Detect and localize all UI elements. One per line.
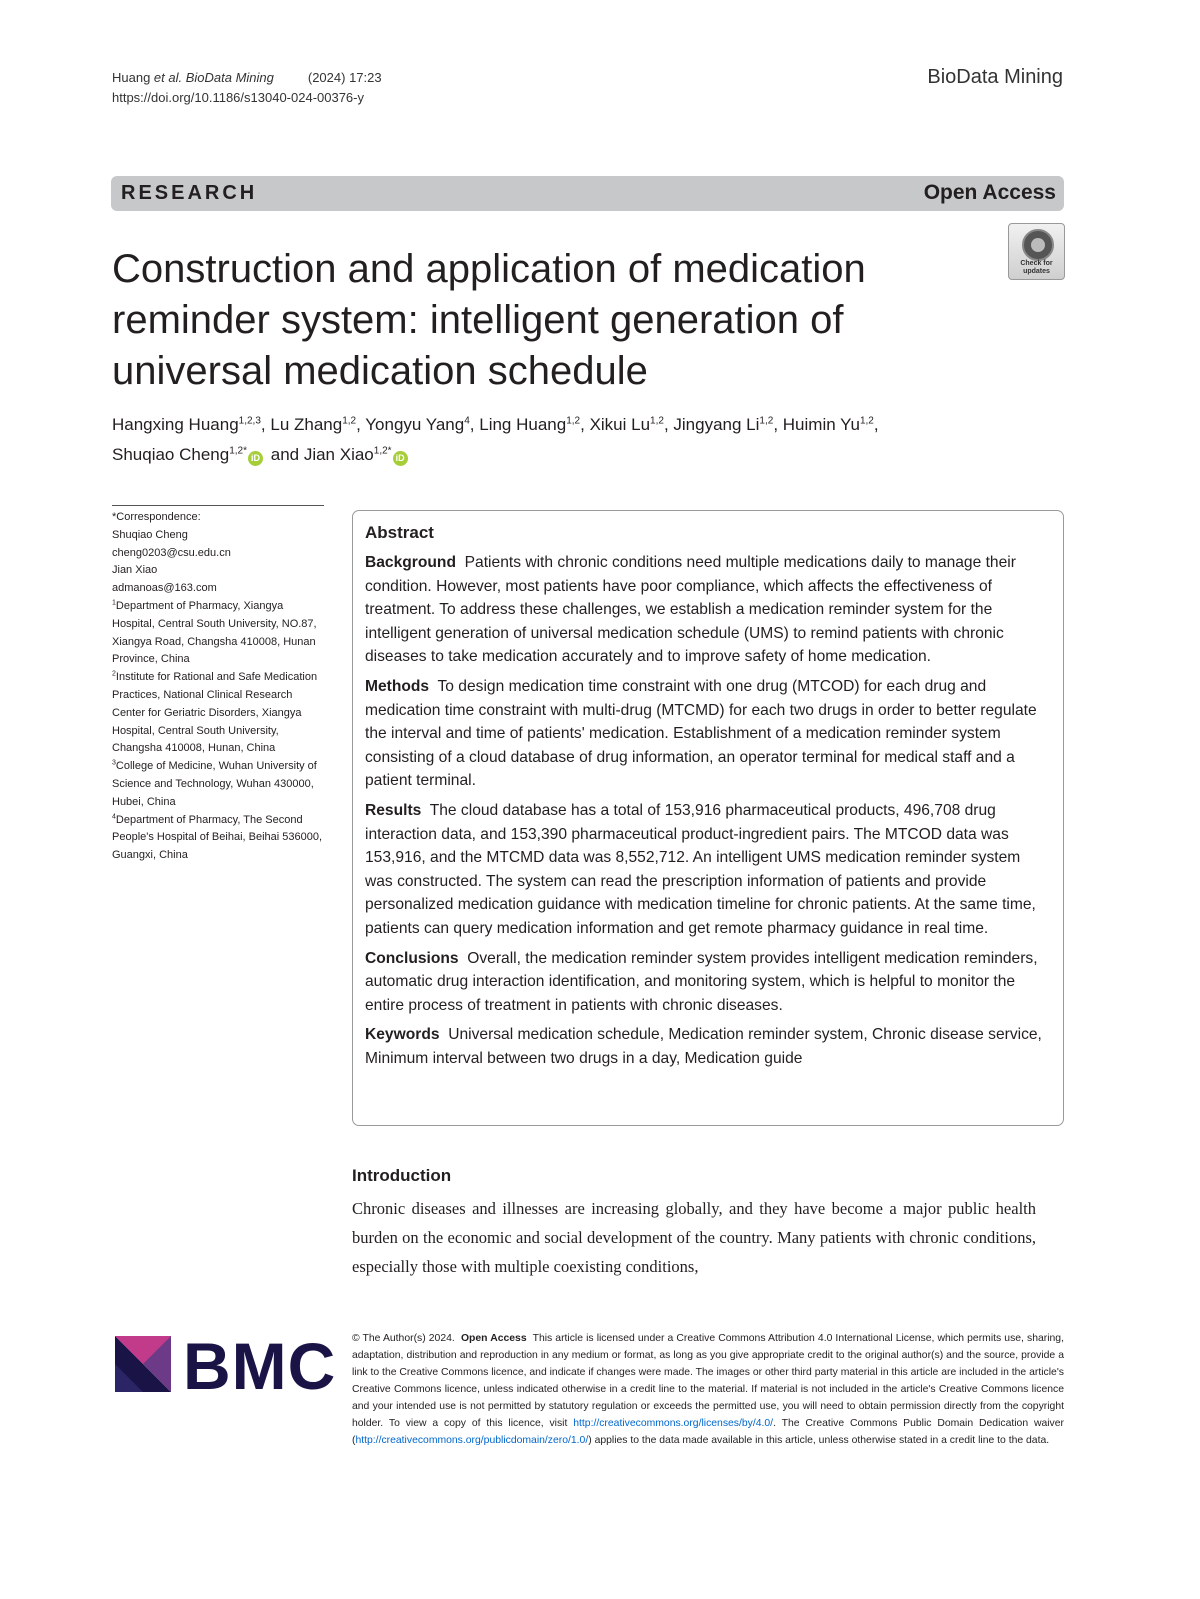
contact-name: Jian Xiao	[112, 564, 158, 577]
doi-link[interactable]: https://doi.org/10.1186/s13040-024-00376-y	[112, 90, 364, 105]
citation-author: Huang	[112, 70, 154, 85]
license-text	[352, 1330, 1064, 1449]
author-affiliation: 1,2	[650, 415, 664, 427]
section-label: Results	[365, 801, 422, 819]
open-access-note: Open Access	[460, 1333, 527, 1344]
section-text: The cloud database has a total of 153,916 pharmaceutical products, 496,708 drug interaction data, and 153,390 pharmaceutical product-ingredient pairs. The MTCOD data was 153,916, and the MTCMD data was 8,552,712. An intelligent UMS medication reminder system was constructed. The system can read the prescription information of patients and provide personalized medication guidance with medication timeline for chronic patients. At the same time, patients can query medication information and get remote pharmacy guidance in real time.	[365, 801, 1036, 937]
contact-email[interactable]: cheng0203@csu.edu.cn	[112, 546, 231, 559]
author-name: Shuqiao Cheng	[112, 445, 230, 464]
affiliation-number: 4	[112, 812, 116, 820]
correspondence-sidebar	[112, 509, 327, 865]
author-list	[112, 410, 1012, 470]
abstract-conclusions	[365, 947, 1051, 1018]
author-affiliation: 1,2*	[229, 445, 248, 457]
sidebar-divider	[112, 505, 324, 506]
author-separator: ,	[260, 415, 271, 434]
author-separator: ,	[469, 415, 480, 434]
journal-name: BioData Mining	[927, 66, 1063, 88]
article-title: Construction and application of medication reminder system: intelligent generation of universal medication schedule	[112, 247, 866, 393]
badge-line1: Check for	[1020, 260, 1053, 267]
author-name: Huimin Yu	[782, 415, 860, 434]
badge-line2: updates	[1023, 268, 1050, 275]
author-separator: ,	[873, 415, 879, 434]
author-name: Lu Zhang	[270, 415, 343, 434]
section-text: Patients with chronic conditions need multiple medications daily to manage their condition. However, most patients have poor compliance, which affects the effectiveness of treatment. To address these challenges, we establish a medication reminder system for the intelligent generation of universal medication schedule (UMS) to remind patients with chronic diseases to take medication accurately and to improve safety of home medication.	[365, 554, 1016, 666]
author-separator: ,	[773, 415, 783, 434]
waiver-link[interactable]: http://creativecommons.org/publicdomain/zero/1.0/	[355, 1435, 589, 1446]
section-text: To design medication time constraint with one drug (MTCOD) for each drug and medication time constraint with multi-drug (MTCMD) for each two drugs in order to better regulate the interval and time of patients' medication. Establishment of a medication reminder system consisting of a cloud database of drug information, an operator terminal for medical staff and a patient terminal.	[365, 677, 1037, 790]
affiliation-number: 2	[112, 670, 116, 678]
affiliation-text: College of Medicine, Wuhan University of Science and Technology, Wuhan 430000, Hubei, China	[112, 760, 317, 808]
affiliation-text: Department of Pharmacy, The Second People's Hospital of Beihai, Beihai 536000, Guangxi, China	[112, 813, 323, 862]
check-for-updates-badge[interactable]	[1008, 223, 1065, 280]
citation-journal: et al. BioData Mining	[153, 70, 274, 85]
affiliation-number: 3	[112, 759, 116, 767]
article-type-label: RESEARCH	[121, 182, 258, 204]
author-name: Xikui Lu	[589, 415, 651, 434]
author-affiliation: 4	[464, 415, 470, 427]
author-name: Ling Huang	[479, 415, 567, 434]
copyright-notice: © The Author(s) 2024.	[352, 1333, 455, 1344]
bmc-logo-text: BMC	[183, 1329, 337, 1403]
section-label: Background	[365, 554, 456, 571]
section-label: Methods	[365, 677, 430, 695]
abstract-box	[352, 510, 1064, 1126]
author-name: Jingyang Li	[673, 415, 760, 434]
affiliation-number: 1	[112, 599, 116, 607]
correspondence-label: *Correspondence:	[112, 511, 201, 523]
author-affiliation: 1,2,3	[238, 415, 261, 427]
affiliation-text: Institute for Rational and Safe Medication Practices, National Clinical Research Center for Geriatric Disorders, Xiangya Hospital, Central South University, Changsha 410008, Hunan, China	[112, 671, 318, 755]
author-affiliation: 1,2	[566, 415, 581, 427]
license-body: ) applies to the data made available in this article, unless otherwise stated in a credit line to the data.	[588, 1435, 1050, 1446]
abstract-keywords	[365, 1023, 1051, 1070]
article-type-bar	[111, 176, 1064, 211]
abstract-background	[365, 551, 1051, 669]
author-separator: ,	[580, 415, 590, 434]
orcid-icon[interactable]: iD	[248, 451, 263, 466]
affiliation-text: Department of Pharmacy, Xiangya Hospital, Central South University, NO.87, Xiangya Road, Changsha 410008, Hunan Province, China	[112, 599, 317, 666]
author-separator: ,	[356, 415, 366, 434]
citation-year: (2024) 17:23	[307, 70, 382, 85]
bookmark-icon	[1022, 229, 1054, 261]
section-text: Overall, the medication reminder system provides intelligent medication reminders, automatic drug interaction identification, and monitoring system, which is helpful to monitor the entire process of treatment in patients with chronic diseases.	[365, 949, 1038, 1014]
introduction-heading: Introduction	[352, 1166, 452, 1185]
bmc-logo-mark	[115, 1336, 177, 1392]
section-label: Conclusions	[365, 949, 459, 967]
section-label: Keywords	[365, 1026, 440, 1044]
open-access-label: Open Access	[923, 181, 1056, 204]
license-link[interactable]: http://creativecommons.org/licenses/by/4.0/	[573, 1418, 774, 1429]
contact-email[interactable]: admanoas@163.com	[112, 582, 217, 595]
citation	[112, 68, 382, 108]
author-separator: and	[266, 445, 304, 464]
license-body: . The Creative Commons Public Domain Dedication waiver (	[352, 1418, 1064, 1446]
author-affiliation: 1,2*	[373, 445, 392, 457]
author-name: Hangxing Huang	[112, 415, 239, 434]
abstract-methods	[365, 675, 1051, 793]
author-name: Jian Xiao	[303, 445, 374, 464]
section-text: Universal medication schedule, Medication reminder system, Chronic disease service, Minimum interval between two drugs in a day, Medication guide	[365, 1026, 1042, 1067]
affiliation	[112, 669, 327, 758]
affiliation	[112, 812, 327, 865]
contact-name: Shuqiao Cheng	[112, 528, 188, 541]
abstract-heading: Abstract	[365, 523, 434, 542]
affiliation	[112, 758, 327, 811]
affiliation	[112, 598, 327, 669]
author-name: Yongyu Yang	[365, 415, 465, 434]
author-affiliation: 1,2	[342, 415, 357, 427]
license-body: This article is licensed under a Creative Commons Attribution 4.0 International License, which permits use, sharing, adaptation, distribution and reproduction in any medium or format, as long as you give appropriate credit to the original author(s) and the source, provide a link to the Creative Commons licence, and indicate if changes were made. The images or other third party material in this article are included in the article's Creative Commons licence, unless indicated otherwise in a credit line to the material. If material is not included in the article's Creative Commons licence and your intended use is not permitted by statutory regulation or exceeds the permitted use, you will need to obtain permission directly from the copyright holder. To view a copy of this licence, visit	[352, 1333, 1064, 1429]
author-affiliation: 1,2	[859, 415, 874, 427]
introduction-text: Chronic diseases and illnesses are increasing globally, and they have become a major public health burden on the economic and social development of the country. Many patients with chronic conditions, especially those with multiple coexisting conditions,	[352, 1199, 1036, 1276]
author-separator: ,	[663, 415, 674, 434]
orcid-icon[interactable]: iD	[393, 451, 408, 466]
abstract-results	[365, 799, 1051, 941]
affiliation-list	[112, 598, 327, 865]
author-affiliation: 1,2	[759, 415, 774, 427]
bmc-logo	[115, 1329, 337, 1403]
